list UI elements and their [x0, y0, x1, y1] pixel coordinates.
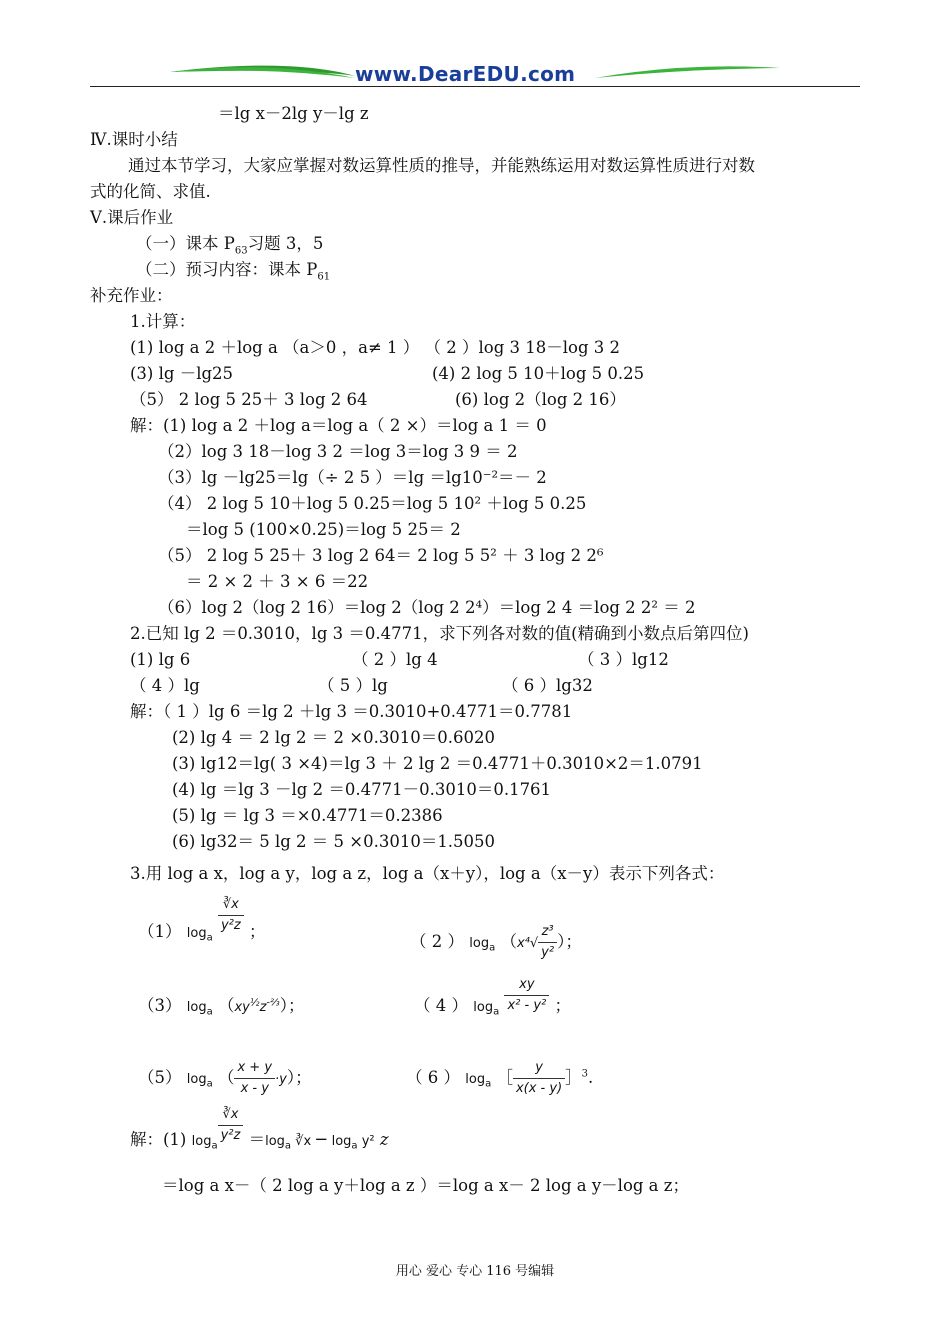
solution-1-line-6: （5） 2 log 5 25＋ 3 log 2 64＝ 2 log 5 5² ＋ 3 log 2 2⁶ [158, 546, 604, 565]
problem-3-item-6: （ 6 ） $\log_a$ ［ $\frac{y}{x(x - y)}$ ］$^3$. [406, 1060, 594, 1096]
problem-1-row-1: (1) log a 2 ＋log a （a＞0 ，a≠ 1 ） （ 2 ）log 3 18－log 3 2 [130, 338, 621, 357]
solution-2-line-1: 解：（ 1 ）lg 6 ＝lg 2 ＋lg 3 ＝0.3010+0.4771＝0.7781 [130, 702, 573, 721]
problem-2-item-1: (1) lg 6 [130, 650, 191, 669]
solution-2-line-5: (5) lg ＝ lg 3 ＝×0.4771＝0.2386 [172, 806, 443, 825]
problem-1-item-3: (3) lg －lg25 [130, 364, 234, 383]
homework-item-2: （二）预习内容：课本 $P_{61}$ [136, 260, 331, 283]
problem-2-item-2: （ 2 ）lg 4 [352, 650, 438, 669]
solution-3-line-1: 解：(1) $\log_a$ $\frac{∛x}{\text{y²z}}$ $=\log_a$ ∛x ─ $\log_a y^2$ z [130, 1107, 389, 1152]
page-footer: 用心 爱心 专心 116 号编辑 [395, 1264, 555, 1279]
summary-text-2: 式的化简、求值. [90, 182, 211, 201]
problem-3-item-5: （5） $\log_a$ （ $\frac{x + y}{x - y}$ ·y）； [138, 1060, 312, 1096]
site-logo-text: www.DearEDU.com [355, 62, 576, 86]
problem-1-heading: 1.计算： [130, 312, 196, 331]
problem-2-item-4: （ 4 ）lg [130, 676, 200, 695]
solution-3-line-2: ＝log a x－（ 2 log a y＋log a z ）＝log a x－ 2 log a y－log a z； [162, 1176, 689, 1195]
solution-2-line-2: (2) lg 4 ＝ 2 lg 2 ＝ 2 ×0.3010＝0.6020 [172, 728, 496, 747]
problem-3-item-2: （ 2 ） $\log_a (x^4√$ $\frac{\text{z³}}{\text{y²}}$ ）； [410, 924, 582, 960]
extra-homework-heading: 补充作业： [90, 286, 173, 305]
solution-1-line-4: （4） 2 log 5 10＋log 5 0.25＝log 5 10² ＋log 5 0.25 [158, 494, 587, 513]
problem-2-item-6: （ 6 ）lg32 [502, 676, 593, 695]
solution-2-line-3: (3) lg12＝lg( 3 ×4)＝lg 3 ＋ 2 lg 2 ＝0.4771＋0.3010×2＝1.0791 [172, 754, 703, 773]
section-homework-heading: Ⅴ.课后作业 [90, 208, 174, 227]
problem-2-item-3: （ 3 ）lg12 [578, 650, 669, 669]
solution-2-line-4: (4) lg ＝lg 3 －lg 2 ＝0.4771－0.3010＝0.1761 [172, 780, 552, 799]
line-formula: ＝lg x－2lg y－lg z [218, 104, 369, 123]
solution-1-line-5: ＝log 5 (100×0.25)＝log 5 25＝ 2 [186, 520, 461, 539]
problem-1-item-5: （5） 2 log 5 25＋ 3 log 2 64 [130, 390, 368, 409]
solution-1-line-8: （6）log 2（log 2 16）＝log 2（log 2 2⁴）＝log 2 4 ＝log 2 2² ＝ 2 [158, 598, 696, 617]
problem-1-item-4: (4) 2 log 5 10＋log 5 0.25 [432, 364, 645, 383]
solution-1-line-1: 解：(1) log a 2 ＋log a＝log a（ 2 ×）＝log a 1 ＝ 0 [130, 416, 547, 435]
problem-2-heading: 2.已知 lg 2 ＝0.3010，lg 3 ＝0.4771，求下列各对数的值(精确到小数点后第四位) [130, 624, 749, 643]
solution-2-line-6: (6) lg32＝ 5 lg 2 ＝ 5 ×0.3010＝1.5050 [172, 832, 496, 851]
summary-text-1: 通过本节学习，大家应掌握对数运算性质的推导，并能熟练运用对数运算性质进行对数 [128, 156, 755, 175]
problem-3-item-4: （ 4 ） $\log_a$ $\frac{xy}{\text{x² - y²}}$ ； [414, 977, 571, 1018]
homework-item-1: （一）课本 $P_{63}$习题 3，5 [136, 234, 324, 257]
solution-1-line-7: ＝ 2 × 2 ＋ 3 × 6 ＝22 [186, 572, 369, 591]
problem-2-item-5: （ 5 ）lg [318, 676, 388, 695]
problem-3-item-3: （3） $\log_a (xy^{\frac{1}{2}}z^{-\frac{2}{3}})$； [138, 996, 305, 1018]
section-summary-heading: Ⅳ.课时小结 [90, 130, 178, 149]
solution-1-line-3: （3）lg －lg25＝lg（÷ 2 5 ）＝lg ＝lg10⁻²＝－ 2 [158, 468, 547, 487]
solution-1-line-2: （2）log 3 18－log 3 2 ＝log 3＝log 3 9 ＝ 2 [158, 442, 518, 461]
problem-3-item-1: （1） $\log_a$ $\frac{∛x}{\text{y²z}}$ ； [138, 897, 266, 944]
header-rule [90, 86, 860, 87]
problem-3-heading: 3.用 log a x，log a y，log a z，log a（x＋y），log a（x－y）表示下列各式： [130, 864, 725, 883]
problem-1-item-6: (6) log 2（log 2 16） [455, 390, 626, 409]
